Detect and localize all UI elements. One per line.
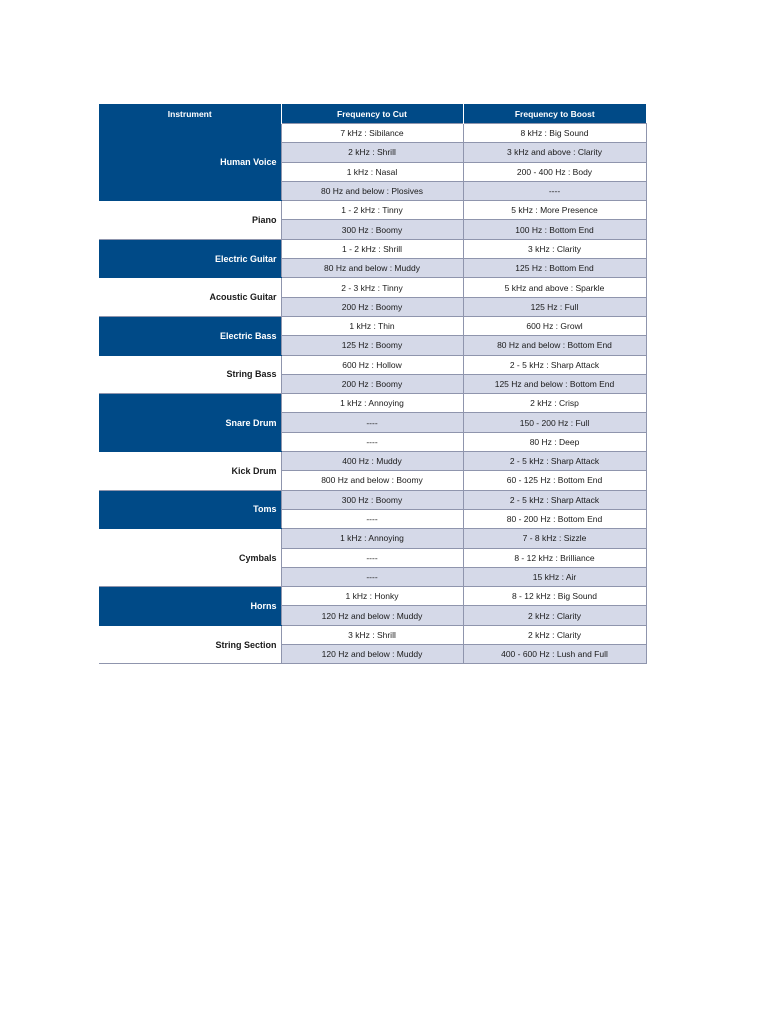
boost-frequency-cell: 80 Hz : Deep [463, 432, 646, 451]
table-row [99, 201, 646, 220]
cut-frequency-cell: 600 Hz : Hollow [281, 355, 463, 374]
cut-frequency-cell: 1 - 2 kHz : Tinny [281, 201, 463, 220]
instrument-cell: Electric Guitar [99, 239, 281, 278]
boost-frequency-cell: 100 Hz : Bottom End [463, 220, 646, 239]
cut-frequency-cell: 7 kHz : Sibilance [281, 124, 463, 143]
boost-frequency-cell: 2 kHz : Crisp [463, 394, 646, 413]
cut-frequency-cell: ---- [281, 432, 463, 451]
table-row [99, 239, 646, 258]
cut-frequency-cell: ---- [281, 413, 463, 432]
boost-frequency-cell: 150 - 200 Hz : Full [463, 413, 646, 432]
cut-frequency-cell: ---- [281, 509, 463, 528]
boost-frequency-cell: 125 Hz and below : Bottom End [463, 374, 646, 393]
table-row [99, 316, 646, 335]
cut-frequency-cell: 1 - 2 kHz : Shrill [281, 239, 463, 258]
header-frequency-boost: Frequency to Boost [463, 104, 646, 124]
boost-frequency-cell: 400 - 600 Hz : Lush and Full [463, 645, 646, 664]
boost-frequency-cell: 8 - 12 kHz : Big Sound [463, 587, 646, 606]
cut-frequency-cell: 2 kHz : Shrill [281, 143, 463, 162]
table-row [99, 394, 646, 413]
boost-frequency-cell: 125 Hz : Bottom End [463, 259, 646, 278]
cut-frequency-cell: 80 Hz and below : Muddy [281, 259, 463, 278]
boost-frequency-cell: 8 kHz : Big Sound [463, 124, 646, 143]
table-row [99, 529, 646, 548]
cut-frequency-cell: 80 Hz and below : Plosives [281, 181, 463, 200]
instrument-cell: Piano [99, 201, 281, 240]
cut-frequency-cell: 800 Hz and below : Boomy [281, 471, 463, 490]
boost-frequency-cell: 2 - 5 kHz : Sharp Attack [463, 452, 646, 471]
table-row [99, 452, 646, 471]
boost-frequency-cell: 80 - 200 Hz : Bottom End [463, 509, 646, 528]
cut-frequency-cell: 200 Hz : Boomy [281, 374, 463, 393]
cut-frequency-cell: 120 Hz and below : Muddy [281, 645, 463, 664]
boost-frequency-cell: 125 Hz : Full [463, 297, 646, 316]
boost-frequency-cell: ---- [463, 181, 646, 200]
boost-frequency-cell: 2 kHz : Clarity [463, 625, 646, 644]
cut-frequency-cell: 120 Hz and below : Muddy [281, 606, 463, 625]
cut-frequency-cell: ---- [281, 567, 463, 586]
header-instrument: Instrument [99, 104, 281, 124]
boost-frequency-cell: 3 kHz : Clarity [463, 239, 646, 258]
cut-frequency-cell: 2 - 3 kHz : Tinny [281, 278, 463, 297]
boost-frequency-cell: 2 - 5 kHz : Sharp Attack [463, 355, 646, 374]
boost-frequency-cell: 200 - 400 Hz : Body [463, 162, 646, 181]
table-row [99, 355, 646, 374]
table-header-row [99, 104, 646, 124]
eq-frequency-table [99, 104, 647, 664]
instrument-cell: String Bass [99, 355, 281, 394]
cut-frequency-cell: 1 kHz : Honky [281, 587, 463, 606]
instrument-cell: String Section [99, 625, 281, 664]
cut-frequency-cell: 300 Hz : Boomy [281, 220, 463, 239]
cut-frequency-cell: 125 Hz : Boomy [281, 336, 463, 355]
cut-frequency-cell: 3 kHz : Shrill [281, 625, 463, 644]
cut-frequency-cell: 1 kHz : Annoying [281, 529, 463, 548]
cut-frequency-cell: 300 Hz : Boomy [281, 490, 463, 509]
boost-frequency-cell: 5 kHz : More Presence [463, 201, 646, 220]
instrument-cell: Kick Drum [99, 452, 281, 491]
table-body [99, 124, 646, 664]
instrument-cell: Snare Drum [99, 394, 281, 452]
boost-frequency-cell: 5 kHz and above : Sparkle [463, 278, 646, 297]
table-row [99, 490, 646, 509]
boost-frequency-cell: 80 Hz and below : Bottom End [463, 336, 646, 355]
boost-frequency-cell: 2 - 5 kHz : Sharp Attack [463, 490, 646, 509]
boost-frequency-cell: 7 - 8 kHz : Sizzle [463, 529, 646, 548]
cut-frequency-cell: ---- [281, 548, 463, 567]
instrument-cell: Acoustic Guitar [99, 278, 281, 317]
boost-frequency-cell: 8 - 12 kHz : Brilliance [463, 548, 646, 567]
table-row [99, 278, 646, 297]
boost-frequency-cell: 600 Hz : Growl [463, 316, 646, 335]
cut-frequency-cell: 1 kHz : Nasal [281, 162, 463, 181]
instrument-cell: Toms [99, 490, 281, 529]
table-row [99, 587, 646, 606]
instrument-cell: Horns [99, 587, 281, 626]
boost-frequency-cell: 3 kHz and above : Clarity [463, 143, 646, 162]
cut-frequency-cell: 200 Hz : Boomy [281, 297, 463, 316]
header-frequency-cut: Frequency to Cut [281, 104, 463, 124]
instrument-cell: Human Voice [99, 124, 281, 201]
cut-frequency-cell: 1 kHz : Annoying [281, 394, 463, 413]
boost-frequency-cell: 2 kHz : Clarity [463, 606, 646, 625]
instrument-cell: Electric Bass [99, 316, 281, 355]
cut-frequency-cell: 400 Hz : Muddy [281, 452, 463, 471]
table-row [99, 625, 646, 644]
table-row [99, 124, 646, 143]
boost-frequency-cell: 60 - 125 Hz : Bottom End [463, 471, 646, 490]
instrument-cell: Cymbals [99, 529, 281, 587]
boost-frequency-cell: 15 kHz : Air [463, 567, 646, 586]
cut-frequency-cell: 1 kHz : Thin [281, 316, 463, 335]
